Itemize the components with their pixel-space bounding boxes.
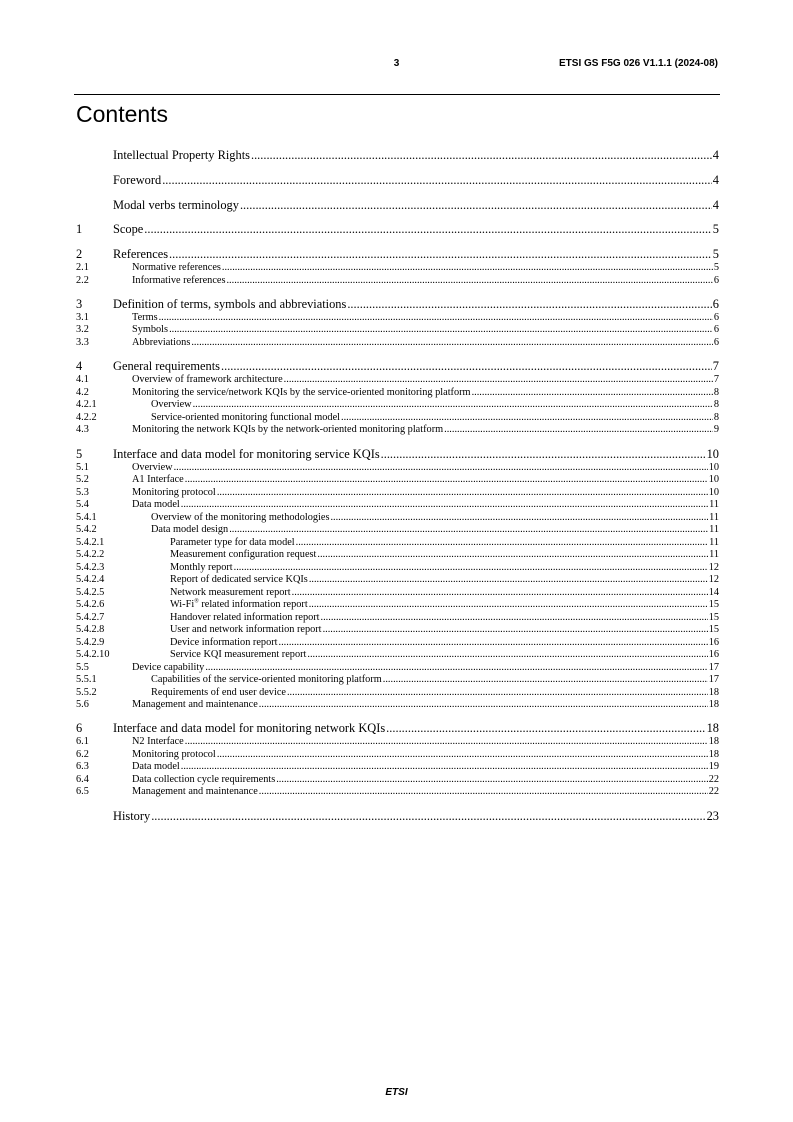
toc-page-number: 11: [709, 499, 719, 511]
toc-title-text: Requirements of end user device: [151, 686, 286, 698]
toc-section-number: 1: [76, 222, 83, 237]
toc-page-number: 8: [713, 411, 719, 423]
toc-entry-title: [170, 574, 308, 587]
document-id: ETSI GS F5G 026 V1.1.1 (2024-08): [559, 58, 718, 69]
toc-page-number: 10: [708, 461, 719, 473]
toc-entry[interactable]: [76, 786, 719, 799]
toc-dot-leader: [444, 424, 713, 437]
toc-dot-leader: [279, 637, 708, 650]
toc-page-number: 16: [708, 636, 719, 648]
toc-section-number: 5.4.2.3: [76, 561, 105, 573]
toc-entry-title: [170, 649, 306, 662]
toc-dot-leader: [229, 524, 708, 537]
toc-entry[interactable]: [76, 275, 719, 288]
toc-title-text: Service KQI measurement report: [170, 649, 307, 661]
toc-dot-leader: [144, 221, 712, 237]
toc-entry-title: [113, 446, 380, 462]
toc-section-number: 2.2: [76, 274, 89, 286]
toc-page-number: 4: [712, 197, 719, 212]
toc-entry-title: [132, 699, 258, 712]
toc-page-number: 22: [708, 786, 719, 798]
toc-entry[interactable]: [76, 599, 719, 612]
toc-entry[interactable]: [76, 624, 719, 637]
toc-entry[interactable]: [76, 674, 719, 687]
toc-title-text: Informative references: [132, 274, 226, 286]
toc-section-number: 5.6: [76, 699, 89, 711]
toc-dot-leader: [330, 512, 708, 525]
toc-section-number: 3: [76, 296, 83, 311]
toc-page-number: 5: [712, 222, 719, 237]
toc-title-text: Service-oriented monitoring functional model: [151, 411, 341, 423]
toc-entry-title: [132, 337, 190, 350]
toc-dot-leader: [307, 649, 707, 662]
toc-title-text: References: [113, 247, 169, 262]
toc-entry[interactable]: [76, 312, 719, 325]
toc-section-number: 5.4.1: [76, 511, 97, 523]
toc-dot-leader: [191, 337, 713, 350]
toc-entry-title: [132, 487, 216, 500]
toc-dot-leader: [321, 612, 708, 625]
toc-title-text: Monitoring protocol: [132, 486, 216, 498]
toc-entry-title: [170, 599, 308, 612]
toc-section-number: 5.3: [76, 486, 89, 498]
contents-heading: Contents: [76, 101, 169, 127]
toc-title-text: Definition of terms, symbols and abbreviations: [113, 296, 347, 311]
toc-page-number: 15: [708, 599, 719, 611]
toc-page-number: 18: [708, 736, 719, 748]
toc-title-text: History: [113, 808, 151, 823]
toc-entry-title: [113, 147, 250, 163]
toc-section-number: 5.5: [76, 661, 89, 673]
toc-page-number: 11: [709, 536, 719, 548]
toc-entry[interactable]: [76, 549, 719, 562]
toc-entry-title: [132, 736, 184, 749]
toc-dot-leader: [221, 358, 712, 374]
toc-entry-title: [132, 262, 221, 275]
toc-title-text: Handover related information report: [170, 611, 320, 623]
toc-title-text: Monitoring the service/network KQIs by the service-oriented monitoring platform: [132, 386, 471, 398]
toc-entry-title: [132, 774, 275, 787]
toc-title-text: Overview of the monitoring methodologies: [151, 511, 330, 523]
toc-section-number: 5.4.2.7: [76, 611, 105, 623]
toc-dot-leader: [259, 786, 708, 799]
toc-page-number: 15: [708, 611, 719, 623]
toc-dot-leader: [159, 312, 713, 325]
toc-page-number: 11: [709, 511, 719, 523]
toc-page-number: 5: [713, 262, 719, 274]
toc-title-text: Overview of framework architecture: [132, 374, 283, 386]
toc-entry-title: [151, 399, 192, 412]
toc-section-number: 6.5: [76, 786, 89, 798]
toc-entry-title: [170, 562, 233, 575]
toc-entry-title: [170, 637, 278, 650]
toc-section-number: 2.1: [76, 262, 89, 274]
toc-dot-leader: [251, 147, 712, 163]
toc-page-number: 5: [712, 247, 719, 262]
toc-section-number: 2: [76, 247, 83, 262]
toc-page-number: 18: [708, 699, 719, 711]
toc-dot-leader: [217, 487, 708, 500]
toc-page-number: 7: [713, 374, 719, 386]
toc-entry-title: [132, 761, 180, 774]
toc-page-number: 15: [708, 624, 719, 636]
toc-entry-title: [113, 197, 239, 213]
toc-section-number: 6.4: [76, 773, 89, 785]
toc-entry-title: [113, 358, 220, 374]
toc-page-number: 6: [713, 336, 719, 348]
toc-title-text: Data model: [132, 499, 180, 511]
toc-title-text: Overview: [151, 399, 192, 411]
toc-dot-leader: [284, 374, 713, 387]
toc-entry-title: [113, 296, 346, 312]
toc-page-number: 11: [709, 549, 719, 561]
toc-title-text: Device capability: [132, 661, 205, 673]
toc-page-number: 17: [708, 661, 719, 673]
toc-entry[interactable]: [76, 387, 719, 400]
toc-title-text: Management and maintenance: [132, 786, 258, 798]
toc-entry[interactable]: [76, 172, 719, 188]
toc-title-text: Measurement configuration request: [170, 549, 317, 561]
toc-title-text: Device information report: [170, 636, 278, 648]
toc-section-number: 5.1: [76, 461, 89, 473]
toc-dot-leader: [317, 549, 708, 562]
toc-entry[interactable]: [76, 374, 719, 387]
toc-dot-leader: [181, 499, 708, 512]
toc-title-text: Data model design: [151, 524, 229, 536]
table-of-contents: [76, 147, 719, 824]
toc-entry-title: [170, 537, 295, 550]
toc-section-number: 5.4.2.9: [76, 636, 105, 648]
toc-page-number: 19: [708, 761, 719, 773]
toc-entry[interactable]: [76, 512, 719, 525]
toc-section-number: 5.4.2.5: [76, 586, 105, 598]
toc-entry[interactable]: [76, 612, 719, 625]
toc-dot-leader: [383, 674, 708, 687]
toc-dot-leader: [347, 296, 711, 312]
toc-entry[interactable]: [76, 399, 719, 412]
toc-dot-leader: [296, 537, 708, 550]
toc-dot-leader: [309, 574, 708, 587]
toc-entry-title: [151, 524, 228, 537]
toc-section-number: 3.1: [76, 311, 89, 323]
toc-entry-title: [113, 246, 168, 262]
toc-entry[interactable]: [76, 412, 719, 425]
toc-dot-leader: [226, 275, 712, 288]
page-number: 3: [393, 58, 400, 69]
toc-entry[interactable]: [76, 720, 719, 736]
toc-page-number: 8: [713, 399, 719, 411]
toc-entry[interactable]: [76, 699, 719, 712]
toc-entry-title: [113, 720, 385, 736]
toc-entry-title: [132, 749, 216, 762]
toc-section-number: 4.2: [76, 386, 89, 398]
toc-entry[interactable]: [76, 262, 719, 275]
toc-dot-leader: [217, 749, 708, 762]
toc-dot-leader: [381, 446, 706, 462]
toc-title-text: N2 Interface: [132, 736, 184, 748]
toc-section-number: 5.4: [76, 499, 89, 511]
toc-title-text: Modal verbs terminology: [113, 197, 239, 212]
toc-dot-leader: [323, 624, 708, 637]
toc-section-number: 6.1: [76, 736, 89, 748]
toc-dot-leader: [292, 587, 708, 600]
toc-section-number: 5.4.2.6: [76, 599, 105, 611]
toc-section-number: 5.4.2: [76, 524, 97, 536]
toc-dot-leader: [193, 399, 713, 412]
toc-section-number: 5.4.2.4: [76, 574, 105, 586]
toc-entry[interactable]: [76, 337, 719, 350]
toc-title-text: Overview: [132, 461, 173, 473]
toc-entry[interactable]: [76, 424, 719, 437]
toc-entry[interactable]: [76, 296, 719, 312]
toc-page-number: 10: [706, 446, 719, 461]
toc-entry-title: [132, 662, 204, 675]
toc-dot-leader: [151, 808, 705, 824]
toc-dot-leader: [234, 562, 708, 575]
toc-page-number: 6: [712, 296, 719, 311]
toc-dot-leader: [205, 662, 707, 675]
header-rule: [74, 94, 720, 95]
toc-dot-leader: [287, 687, 708, 700]
toc-dot-leader: [185, 474, 708, 487]
toc-entry[interactable]: [76, 487, 719, 500]
toc-entry-title: [132, 786, 258, 799]
toc-entry-title: [151, 687, 286, 700]
toc-dot-leader: [222, 262, 713, 275]
toc-title-text: User and network information report: [170, 624, 322, 636]
toc-entry[interactable]: [76, 446, 719, 462]
toc-page-number: 12: [708, 574, 719, 586]
toc-entry[interactable]: [76, 687, 719, 700]
toc-section-number: 5.4.2.10: [76, 649, 110, 661]
toc-section-number: 5.4.2.8: [76, 624, 105, 636]
toc-section-number: 4: [76, 359, 83, 374]
toc-entry[interactable]: [76, 662, 719, 675]
toc-title-text: A1 Interface: [132, 474, 184, 486]
toc-dot-leader: [169, 324, 713, 337]
toc-title-text: Data model: [132, 761, 180, 773]
toc-entry[interactable]: [76, 736, 719, 749]
toc-entry-title: [132, 312, 158, 325]
toc-title-text: Report of dedicated service KQIs: [170, 574, 308, 586]
toc-page-number: 14: [708, 586, 719, 598]
toc-entry[interactable]: [76, 524, 719, 537]
toc-entry[interactable]: [76, 537, 719, 550]
toc-title-text: General requirements: [113, 359, 220, 374]
toc-entry[interactable]: [76, 587, 719, 600]
toc-dot-leader: [309, 599, 708, 612]
toc-entry[interactable]: [76, 197, 719, 213]
toc-entry[interactable]: [76, 562, 719, 575]
toc-section-number: 5.5.2: [76, 686, 97, 698]
toc-page-number: 6: [713, 274, 719, 286]
toc-section-number: 6: [76, 721, 83, 736]
toc-title-text: Data collection cycle requirements: [132, 773, 276, 785]
toc-entry[interactable]: [76, 649, 719, 662]
toc-page-number: 12: [708, 561, 719, 573]
toc-title-text: Symbols: [132, 324, 169, 336]
toc-section-number: 4.3: [76, 424, 89, 436]
toc-entry-title: [132, 462, 173, 475]
toc-entry[interactable]: [76, 324, 719, 337]
toc-title-text: Interface and data model for monitoring network KQIs: [113, 721, 386, 736]
toc-title-text: Monitoring protocol: [132, 748, 216, 760]
toc-section-number: 4.1: [76, 374, 89, 386]
toc-dot-leader: [472, 387, 713, 400]
toc-section-number: 3.2: [76, 324, 89, 336]
toc-entry[interactable]: [76, 474, 719, 487]
toc-section-number: 5.2: [76, 474, 89, 486]
toc-section-number: 5: [76, 446, 83, 461]
toc-entry-title: [113, 172, 161, 188]
toc-entry-title: [170, 549, 316, 562]
toc-page-number: 10: [708, 474, 719, 486]
toc-entry-title: [170, 587, 291, 600]
toc-entry-title: [132, 374, 283, 387]
toc-title-text: Parameter type for data model: [170, 536, 295, 548]
toc-page-number: 16: [708, 649, 719, 661]
toc-entry[interactable]: [76, 499, 719, 512]
toc-dot-leader: [276, 774, 707, 787]
toc-title-text: Abbreviations: [132, 336, 191, 348]
toc-entry[interactable]: [76, 462, 719, 475]
toc-section-number: 6.2: [76, 748, 89, 760]
toc-entry[interactable]: [76, 246, 719, 262]
toc-page-number: 10: [708, 486, 719, 498]
toc-dot-leader: [181, 761, 708, 774]
toc-section-number: 4.2.1: [76, 399, 97, 411]
toc-entry-title: [170, 612, 320, 625]
footer-etsi: ETSI: [385, 1087, 408, 1098]
toc-entry-title: [170, 624, 322, 637]
toc-entry-title: [113, 221, 143, 237]
toc-dot-leader: [341, 412, 713, 425]
toc-title-text: Capabilities of the service-oriented monitoring platform: [151, 674, 382, 686]
toc-title-text: Network measurement report: [170, 586, 291, 598]
toc-page-number: 18: [706, 721, 719, 736]
toc-entry[interactable]: [76, 574, 719, 587]
toc-section-number: 6.3: [76, 761, 89, 773]
toc-entry[interactable]: [76, 147, 719, 163]
toc-page-number: 6: [713, 324, 719, 336]
toc-page-number: 8: [713, 386, 719, 398]
toc-dot-leader: [386, 720, 705, 736]
toc-dot-leader: [185, 736, 708, 749]
toc-page-number: 4: [712, 172, 719, 187]
toc-section-number: 5.4.2.2: [76, 549, 105, 561]
toc-page-number: 17: [708, 674, 719, 686]
toc-page-number: 18: [708, 686, 719, 698]
toc-dot-leader: [162, 172, 712, 188]
toc-section-number: 5.4.2.1: [76, 536, 105, 548]
toc-entry[interactable]: [76, 808, 719, 824]
toc-title-text: Monitoring the network KQIs by the network-oriented monitoring platform: [132, 424, 444, 436]
toc-entry[interactable]: [76, 774, 719, 787]
toc-section-number: 4.2.2: [76, 411, 97, 423]
toc-page-number: 9: [713, 424, 719, 436]
toc-entry-title: [132, 424, 443, 437]
toc-title-text: Intellectual Property Rights: [113, 148, 250, 162]
toc-entry[interactable]: [76, 761, 719, 774]
toc-title-text: Foreword: [113, 172, 162, 187]
toc-entry[interactable]: [76, 637, 719, 650]
toc-title-text: Terms: [132, 311, 158, 323]
toc-entry-title: [132, 387, 471, 400]
toc-section-number: 3.3: [76, 336, 89, 348]
toc-title-text: Interface and data model for monitoring service KQIs: [113, 446, 380, 461]
toc-entry-title: [132, 474, 184, 487]
registered-mark: ®: [194, 598, 199, 605]
toc-entry-title: [151, 512, 329, 525]
toc-title-text: Scope: [113, 222, 144, 237]
toc-page-number: 23: [706, 808, 719, 823]
toc-entry-title: [132, 499, 180, 512]
toc-title-text: Wi-Fi: [170, 599, 195, 611]
toc-entry[interactable]: [76, 221, 719, 237]
toc-page-number: 7: [712, 359, 719, 374]
toc-title-text: Monthly report: [170, 561, 233, 573]
toc-dot-leader: [169, 246, 712, 262]
toc-dot-leader: [174, 462, 708, 475]
toc-title-text: Normative references: [132, 262, 221, 274]
toc-entry-title: [113, 808, 150, 824]
toc-entry-title: [151, 412, 340, 425]
toc-entry-title: [132, 324, 168, 337]
toc-page-number: 18: [708, 748, 719, 760]
toc-page-number: 22: [708, 773, 719, 785]
toc-page-number: 6: [713, 311, 719, 323]
toc-entry-title: [132, 275, 225, 288]
toc-dot-leader: [240, 197, 712, 213]
toc-entry[interactable]: [76, 358, 719, 374]
toc-title-text: Management and maintenance: [132, 699, 258, 711]
toc-entry[interactable]: [76, 749, 719, 762]
toc-section-number: 5.5.1: [76, 674, 97, 686]
toc-dot-leader: [259, 699, 708, 712]
toc-title-text-rest: related information report: [198, 599, 308, 611]
toc-page-number: 11: [709, 524, 719, 536]
toc-entry-title: [151, 674, 382, 687]
toc-page-number: 4: [712, 148, 719, 162]
